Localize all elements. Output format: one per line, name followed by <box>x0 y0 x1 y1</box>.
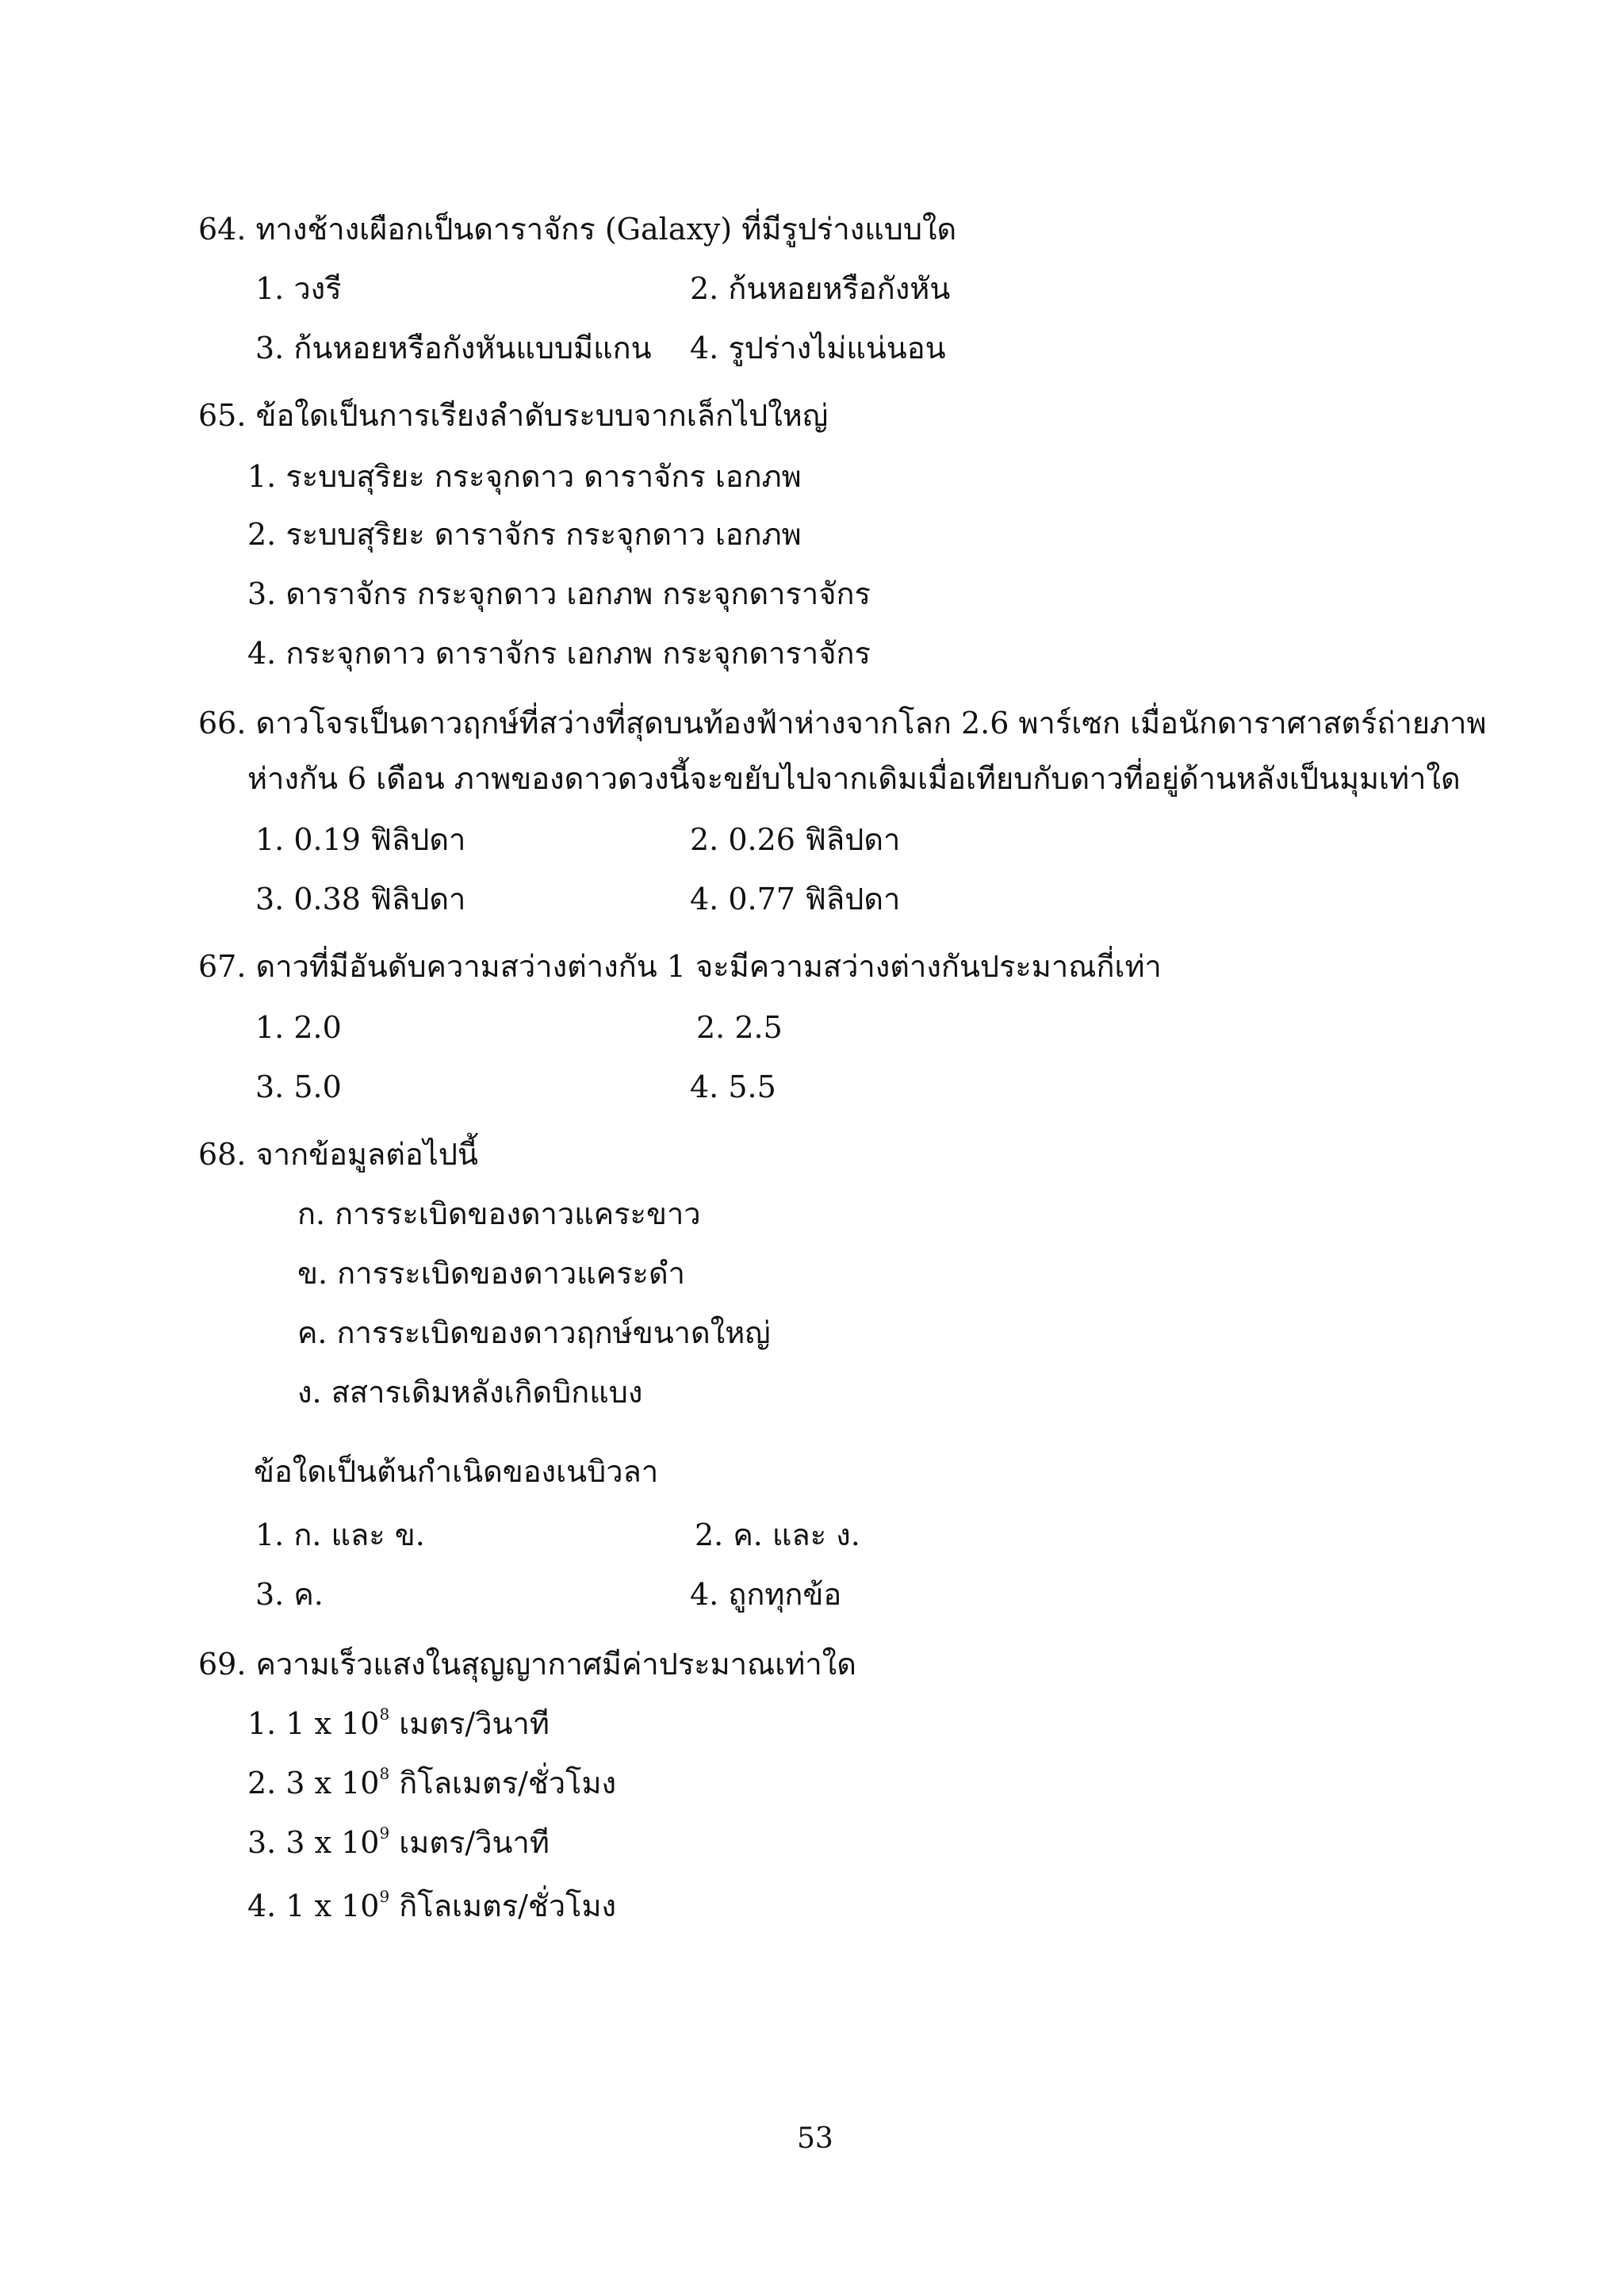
question-67: 67. ดาวที่มีอันดับความสว่างต่างกัน 1 จะมีความสว่างต่างกันประมาณกี่เท่า <box>198 949 1162 984</box>
q69-option-3-unit: เมตร/วินาที <box>389 1825 550 1860</box>
q69-option-1-unit: เมตร/วินาที <box>389 1706 550 1741</box>
q69-option-4 <box>247 1887 617 1923</box>
q69-option-3-exponent: 9 <box>379 1823 390 1843</box>
q68-option-1: 1. ก. และ ข. <box>255 1517 425 1552</box>
question-65: 65. ข้อใดเป็นการเรียงลำดับระบบจากเล็กไปใหญ่ <box>198 398 829 433</box>
q68-item-kho-khwai: ค. การระเบิดของดาวฤกษ์ขนาดใหญ่ <box>297 1315 771 1350</box>
q69-option-1-base: 1. 1 x 10 <box>247 1706 380 1741</box>
q69-option-2-base: 2. 3 x 10 <box>247 1766 380 1800</box>
q67-option-4: 4. 5.5 <box>690 1070 776 1104</box>
question-68: 68. จากข้อมูลต่อไปนี้ <box>198 1137 478 1172</box>
q69-option-4-unit: กิโลเมตร/ชั่วโมง <box>389 1888 617 1923</box>
q69-option-2-exponent: 8 <box>379 1764 390 1784</box>
q64-option-1: 1. วงรี <box>255 271 342 306</box>
q69-option-2-unit: กิโลเมตร/ชั่วโมง <box>389 1766 617 1800</box>
q69-option-1-exponent: 8 <box>379 1705 390 1724</box>
q68-item-ko: ก. การระเบิดของดาวแคระขาว <box>297 1196 701 1231</box>
q65-option-3: 3. ดาราจักร กระจุกดาว เอกภพ กระจุกดาราจักร <box>247 576 871 611</box>
q69-option-3-base: 3. 3 x 10 <box>247 1825 380 1860</box>
q64-option-4: 4. รูปร่างไม่แน่นอน <box>690 331 946 365</box>
q68-option-4: 4. ถูกทุกข้อ <box>690 1577 842 1612</box>
page-number: 53 <box>797 2122 833 2155</box>
q66-option-3: 3. 0.38 ฟิลิปดา <box>255 882 466 916</box>
question-64: 64. ทางช้างเผือกเป็นดาราจักร (Galaxy) ที่มีรูปร่างแบบใด <box>198 212 957 247</box>
q67-option-1: 1. 2.0 <box>255 1010 342 1045</box>
q66-option-4: 4. 0.77 ฟิลิปดา <box>690 882 901 916</box>
q67-option-3: 3. 5.0 <box>255 1070 342 1104</box>
q65-option-2: 2. ระบบสุริยะ ดาราจักร กระจุกดาว เอกภพ <box>247 517 802 552</box>
q69-option-4-exponent: 9 <box>379 1887 390 1907</box>
q69-option-2 <box>247 1764 617 1800</box>
question-66-line-1: 66. ดาวโจรเป็นดาวฤกษ์ที่สว่างที่สุดบนท้องฟ้าห่างจากโลก 2.6 พาร์เซก เมื่อนักดาราศาสตร์ถ่ายภาพ <box>198 706 1487 740</box>
q68-option-3: 3. ค. <box>255 1577 324 1612</box>
question-66-line-2: ห่างกัน 6 เดือน ภาพของดาวดวงนี้จะขยับไปจากเดิมเมื่อเทียบกับดาวที่อยู่ด้านหลังเป็นมุมเท่าใด <box>247 761 1461 796</box>
q64-option-3: 3. ก้นหอยหรือกังหันแบบมีแกน <box>255 331 652 365</box>
q66-option-2: 2. 0.26 ฟิลิปดา <box>690 822 901 857</box>
q68-option-2: 2. ค. และ ง. <box>695 1517 860 1552</box>
q69-option-1 <box>247 1705 550 1741</box>
question-69: 69. ความเร็วแสงในสุญญากาศมีค่าประมาณเท่าใด <box>198 1647 856 1682</box>
q69-option-3 <box>247 1823 550 1860</box>
q68-prompt: ข้อใดเป็นต้นกำเนิดของเนบิวลา <box>254 1454 659 1489</box>
q64-option-2: 2. ก้นหอยหรือกังหัน <box>690 271 951 306</box>
q69-option-4-base: 4. 1 x 10 <box>247 1888 380 1923</box>
q67-option-2: 2. 2.5 <box>696 1010 783 1045</box>
q65-option-4: 4. กระจุกดาว ดาราจักร เอกภพ กระจุกดาราจักร <box>247 636 871 671</box>
q68-item-kho: ข. การระเบิดของดาวแคระดำ <box>297 1256 685 1291</box>
q66-option-1: 1. 0.19 ฟิลิปดา <box>255 822 466 857</box>
q65-option-1: 1. ระบบสุริยะ กระจุกดาว ดาราจักร เอกภพ <box>247 459 802 494</box>
q68-item-ngo: ง. สสารเดิมหลังเกิดบิกแบง <box>297 1375 643 1410</box>
